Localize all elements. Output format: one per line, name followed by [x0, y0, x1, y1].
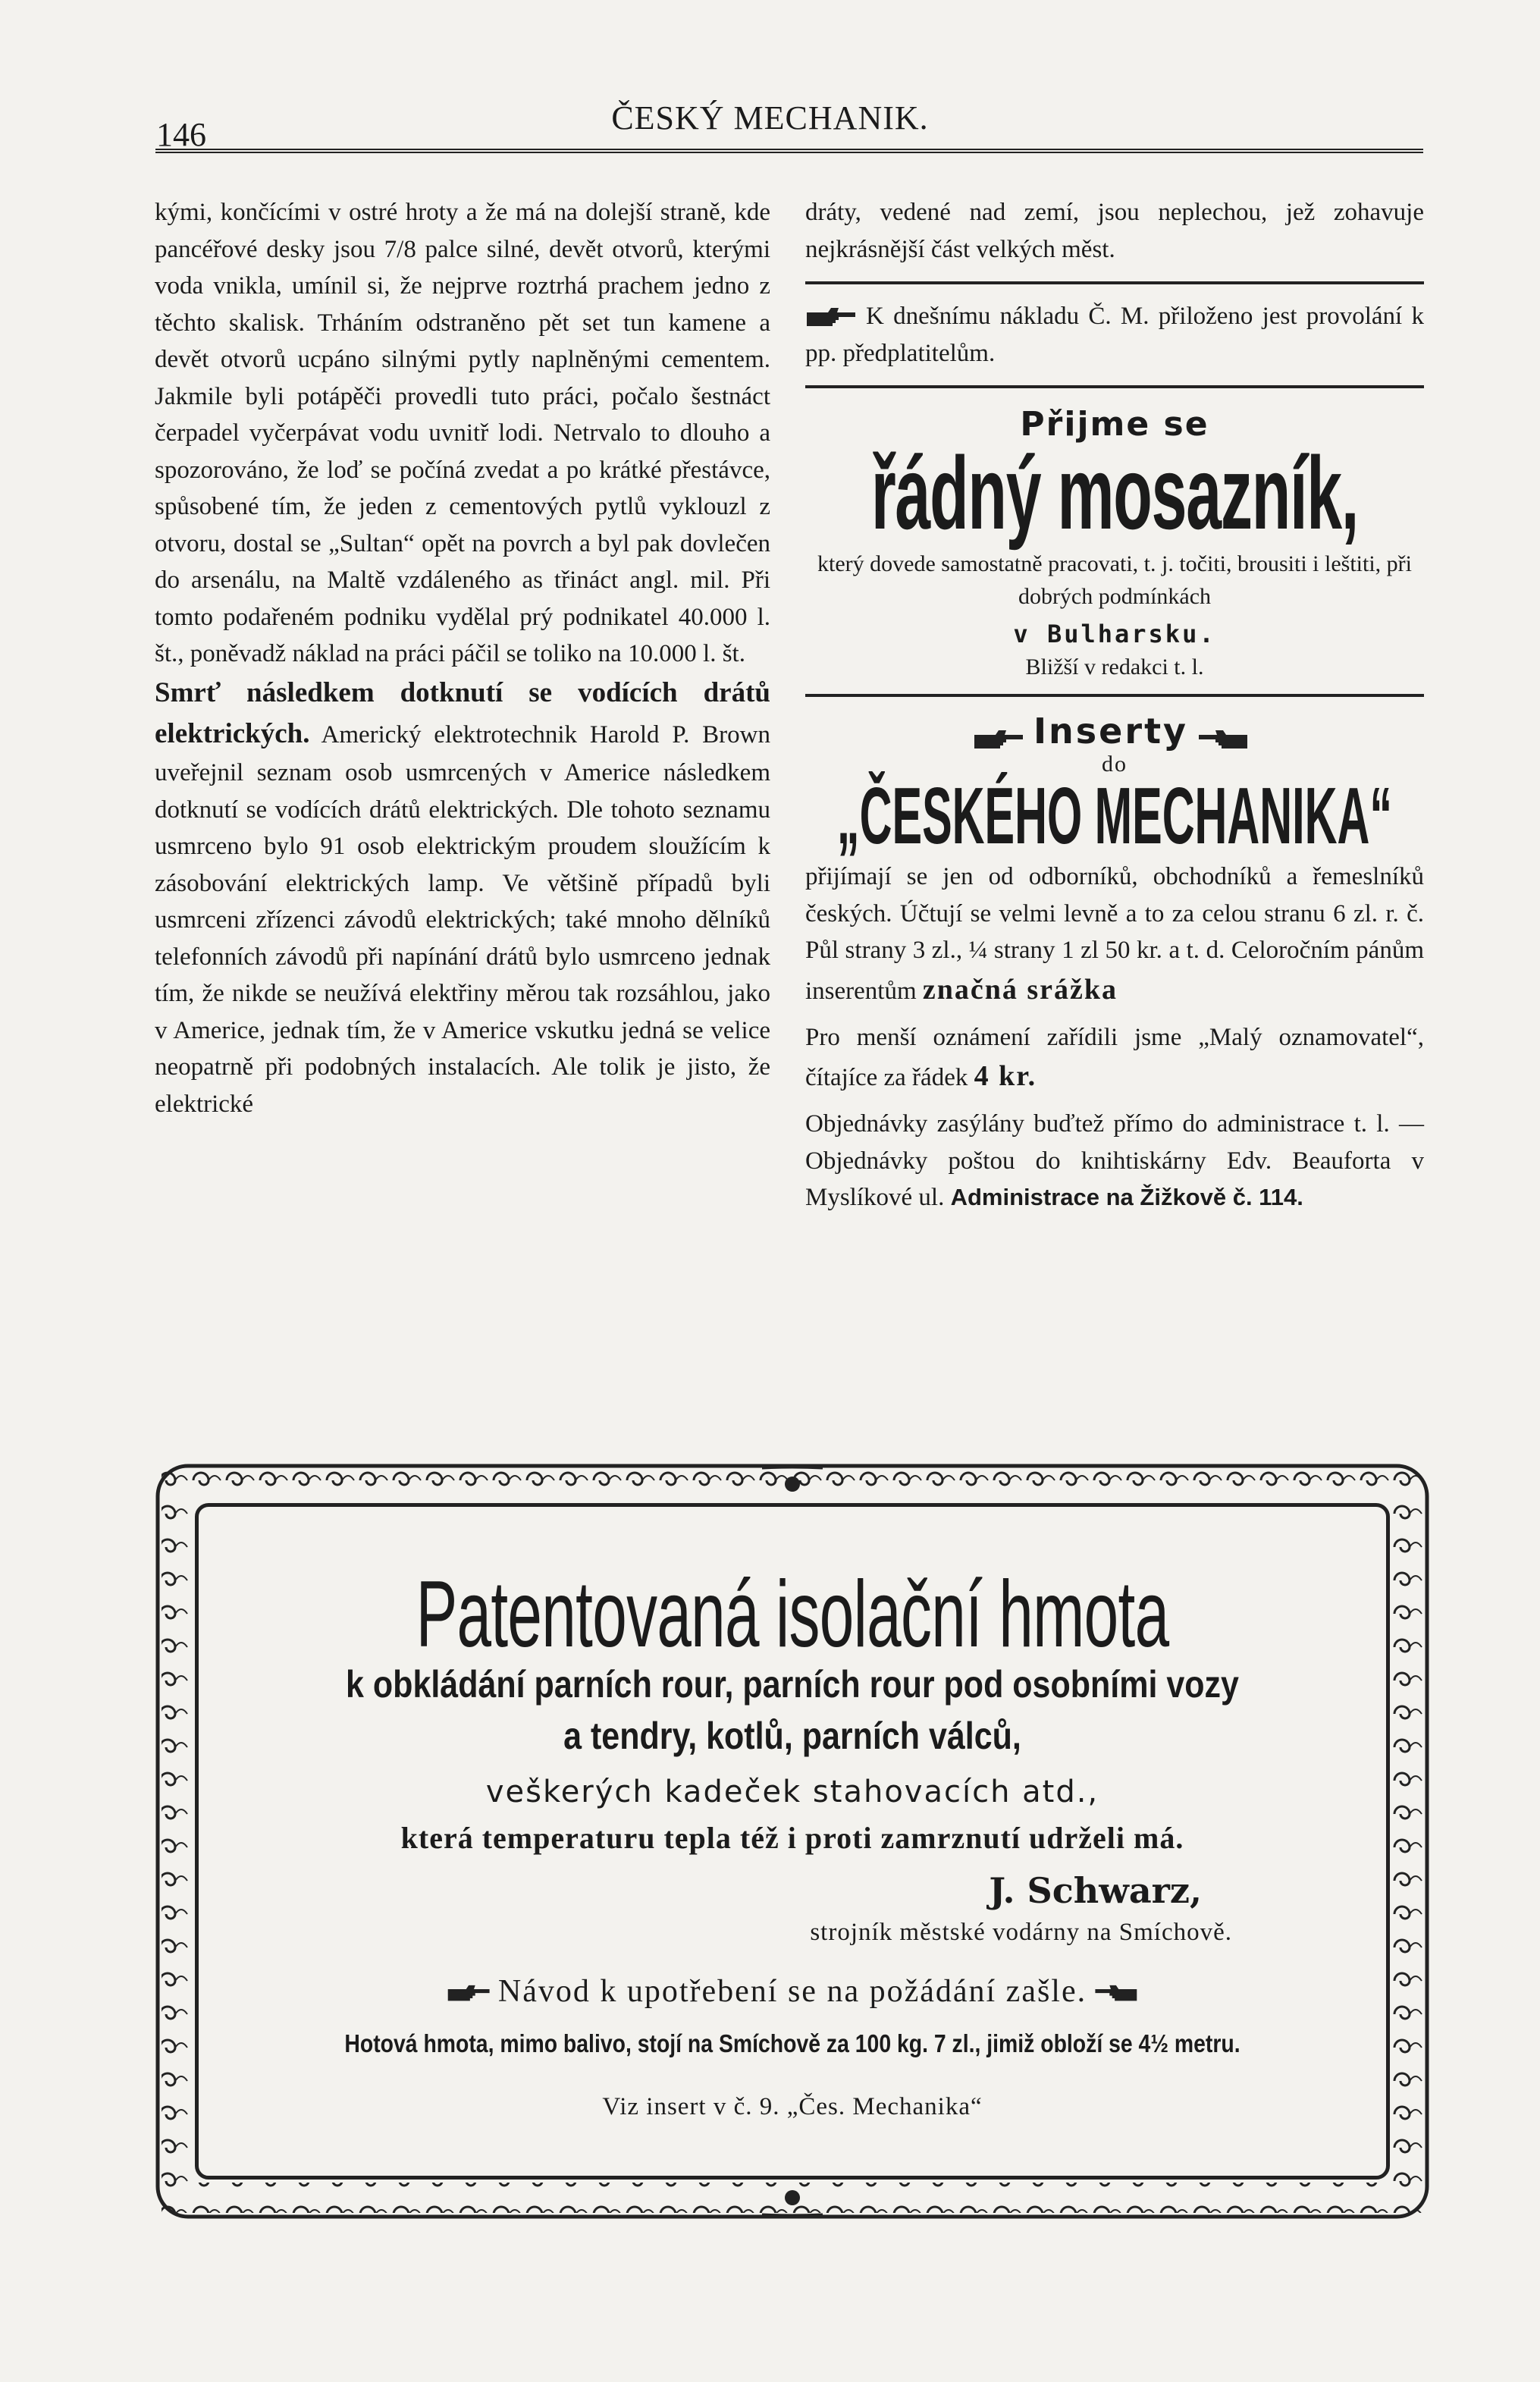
- ad-title: Patentovaná isolační hmota: [416, 1562, 1169, 1667]
- pointing-hand-icon: [805, 306, 858, 329]
- divider: [805, 694, 1424, 697]
- job-inquiry: Bližší v redakci t. l.: [1025, 654, 1204, 679]
- notice-text: K dnešnímu nákladu Č. M. přiloženo jest provolání k pp. předplatitelům.: [805, 303, 1424, 367]
- left-column: [155, 194, 770, 1445]
- pointing-hand-icon: [1093, 1984, 1138, 2004]
- article-end: dráty, vedené nad zemí, jsou neplechou, jež zohavuje nejkrásnější část velkých měst.: [805, 199, 1424, 263]
- inserty-small-ads: [805, 1019, 1424, 1098]
- inserty-discount: značná srážka: [922, 973, 1118, 1006]
- inserty-journal: „ČESKÉHO MECHANIKA“: [836, 771, 1393, 861]
- job-description: který dovede samostatně pracovati, t. j. točiti, brousiti i leštiti, při dobrých podmínkách: [817, 551, 1412, 610]
- job-headline: Přijme se: [1020, 405, 1209, 444]
- ad-line-4: která temperaturu tepla též i proti zamrznutí udrželi má.: [400, 1821, 1184, 1855]
- ad-line-2: a tendry, kotlů, parních válců,: [563, 1715, 1021, 1757]
- article-electric-wires: [155, 673, 770, 1123]
- notice: [805, 298, 1424, 372]
- inserty-orders-text: Objednávky zasýlány buďtež přímo do administrace t. l. — Objednávky poštou do knihtiskárny Edv. Beauforta v Myslíkové ul.: [805, 1110, 1424, 1212]
- job-position: řádný mosazník,: [870, 435, 1359, 551]
- right-column: [805, 194, 1424, 1216]
- ad-line-3: veškerých kadeček stahovacích atd.,: [485, 1775, 1099, 1809]
- inserty-heading: [805, 711, 1424, 752]
- inserty-title: Inserty: [1033, 710, 1189, 752]
- inserty-terms: [805, 858, 1424, 1011]
- divider: [805, 385, 1424, 388]
- journal-title: ČESKÝ MECHANIK.: [611, 99, 929, 137]
- article-heading: Smrť následkem dotknutí se vodících drátů elektrických.: [155, 676, 770, 749]
- page-number: 146: [156, 116, 206, 153]
- pointing-hand-icon: [1196, 729, 1249, 752]
- ad-manual-text: Návod k upotřebení se na požádání zašle.: [497, 1974, 1087, 2009]
- inserty-orders: [805, 1106, 1424, 1216]
- inserty-admin: Administrace na Žižkově č. 114.: [950, 1184, 1303, 1211]
- divider: [805, 281, 1424, 284]
- insulation-advertisement: [155, 1464, 1429, 2219]
- ad-reference: Viz insert v č. 9. „Čes. Mechanika“: [602, 2093, 983, 2120]
- inserty-prep: do: [1102, 752, 1128, 777]
- job-location: v Bulharsku.: [1013, 619, 1216, 648]
- inserty-small-ads-text: Pro menší oznámení zařídili jsme „Malý oznamovatel“, čítajíce za řádek: [805, 1023, 1424, 1092]
- inserty-small-price: 4 kr.: [974, 1060, 1037, 1093]
- pointing-hand-icon: [973, 729, 1026, 752]
- pointing-hand-icon: [447, 1984, 492, 2004]
- article-body: Americký elektrotechnik Harold P. Brown uveřejnil seznam osob usmrcených v Americe následkem dotknutí se vodících drátů elektrických. Dle tohoto seznamu usmrceno bylo 91 osob elektrickým proudem sloužícím k zásobování elektrických lamp. Ve většině případů byli usmrceni zřízenci závodů elektrických; také mnoho dělníků telefonních závodů při napínání drátů bylo usmrceno jednak tím, že nikde se neužívá elektřiny měrou tak rozsáhlou, jako v Americe, jednak tím, že v Americe vskutku jedná se velice neopatrně při podobných instalacích. Ale tolik je jisto, že elektrické: [155, 720, 770, 1118]
- ad-author: J. Schwarz,: [989, 1870, 1202, 1911]
- inserty-terms-text: přijímají se jen od odborníků, obchodníků a řemeslníků českých. Účtují se velmi levně a to za celou stranu 6 zl. r. č. Půl strany 3 zl., ¼ strany 1 zl 50 kr. a t. d. Celoročním pánům inserentům: [805, 863, 1424, 1005]
- ad-manual-line: [155, 1973, 1429, 2010]
- article-continuation: kými, končícími v ostré hroty a že má na dolejší straně, kde pancéřové desky jsou 7/8 palce silné, devět otvorů, kterými voda vnikla, umínil si, že nejprve roztrhá prachem jedno z těchto skalisk. Trháním odstraněno pět set tun kamene a devět otvorů ucpáno silnými pytly naplněnými cementem. Jakmile byli potápěči provedli tuto práci, počalo šestnáct čerpadel vyčerpávat vodu uvnitř lodi. Netrvalo to dlouho a spozorováno, že loď se počíná zvedat a po krátké přestávce, spůsobené tím, že jeden z cementových pytlů vyklouzl z otvoru, dostal se „Sultan“ opět na povrch a byl pak dovlečen do arsenálu, na Maltě vzdáleného as třináct angl. mil. Při tomto podařeném podniku vydělal prý podnikatel 40.000 l. št., poněvadž náklad na práci páčil se toliko na 10.000 l. št.: [155, 199, 770, 667]
- ad-price: Hotová hmota, mimo balivo, stojí na Smíchově za 100 kg. 7 zl., jimiž obloží se 4½ metru.: [344, 2029, 1240, 2057]
- header-rule: [155, 149, 1423, 153]
- ad-author-role: strojník městské vodárny na Smíchově.: [810, 1919, 1232, 1946]
- ad-line-1: k obkládání parních rour, parních rour pod osobními vozy: [346, 1663, 1239, 1706]
